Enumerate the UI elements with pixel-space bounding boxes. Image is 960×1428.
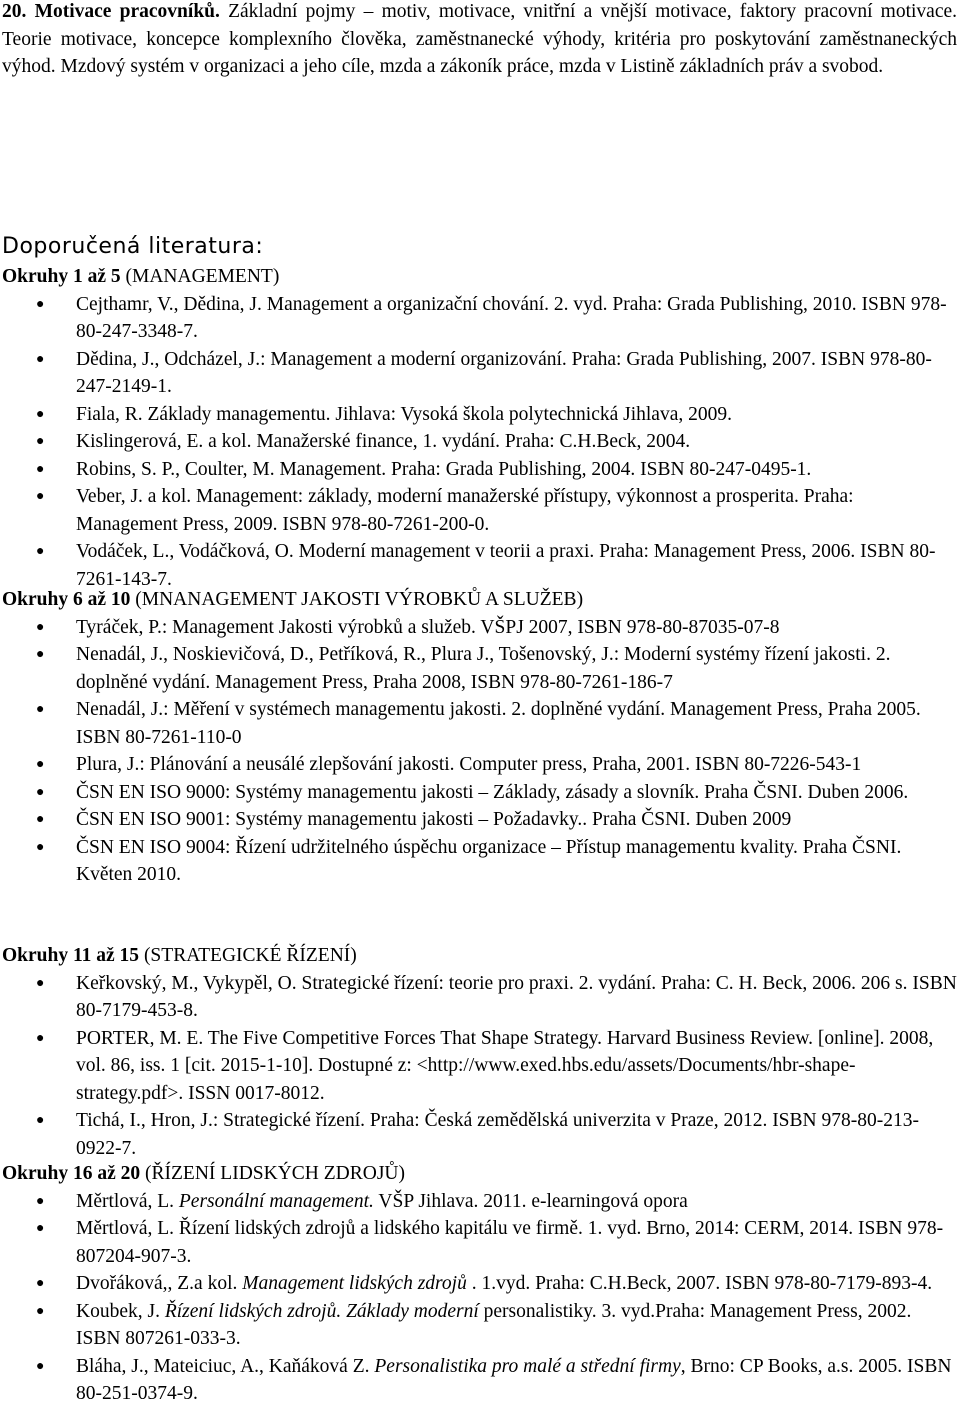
- list-item: ● Nenadál, J., Noskievičová, D., Petříková, R., Plura J., Tošenovský, J.: Moderní systémy řízení jakosti. 2. doplněné vydání. Management Press, Praha 2008, ISBN 978-80-7261-186-7: [2, 641, 957, 696]
- list-item: ● Plura, J.: Plánování a neusálé zlepšování jakosti. Computer press, Praha, 2001. ISBN 80-7226-543-1: [2, 751, 957, 779]
- list-item: ● Fiala, R. Základy managementu. Jihlava: Vysoká škola polytechnická Jihlava, 2009.: [2, 401, 957, 429]
- list-item: ● Koubek, J. Řízení lidských zdrojů. Základy moderní personalistiky. 3. vyd.Praha: Management Press, 2002. ISBN 807261-033-3.: [2, 1298, 957, 1353]
- bullet-icon: ●: [36, 1358, 45, 1374]
- literature-heading: Doporučená literatura:: [2, 234, 264, 259]
- list-item: ● ČSN EN ISO 9001: Systémy managementu jakosti – Požadavky.. Praha ČSNI. Duben 2009: [2, 806, 957, 834]
- list-item: ● ČSN EN ISO 9000: Systémy managementu jakosti – Základy, zásady a slovník. Praha ČSNI. Duben 2006.: [2, 779, 957, 807]
- group-title: Okruhy 6 až 10 (MNANAGEMENT JAKOSTI VÝROBKŮ A SLUŽEB): [2, 589, 584, 610]
- bullet-icon: ●: [36, 647, 45, 662]
- bullet-icon: ●: [36, 489, 45, 504]
- bullet-icon: ●: [36, 812, 45, 827]
- topic-title: Motivace pracovníků.: [34, 1, 220, 22]
- bullet-icon: ●: [36, 1193, 45, 1209]
- bullet-icon: ●: [36, 1276, 45, 1291]
- list-item: ● Měrtlová, L. Řízení lidských zdrojů a lidského kapitálu ve firmě. 1. vyd. Brno, 2014: CERM, 2014. ISBN 978-807204-907-3.: [2, 1215, 957, 1270]
- literature-group-strategy: [2, 942, 957, 1162]
- bullet-icon: ●: [36, 1303, 45, 1319]
- literature-group-quality: [2, 586, 957, 889]
- bullet-icon: ●: [36, 434, 45, 449]
- bullet-icon: ●: [36, 1221, 45, 1236]
- topic-paragraph: [2, 0, 957, 81]
- bullet-icon: ●: [36, 406, 45, 422]
- bullet-icon: ●: [36, 619, 45, 635]
- reference-list: [2, 291, 957, 594]
- bullet-icon: ●: [36, 702, 45, 717]
- reference-list: [2, 614, 957, 889]
- literature-group-management: [2, 263, 957, 593]
- group-title: Okruhy 11 až 15 (STRATEGICKÉ ŘÍZENÍ): [2, 945, 357, 966]
- list-item: ● Dědina, J., Odcházel, J.: Management a moderní organizování. Praha: Grada Publishing, 2007. ISBN 978-80-247-2149-1.: [2, 346, 957, 401]
- literature-group-hr: [2, 1160, 957, 1408]
- bullet-icon: ●: [36, 784, 45, 800]
- bullet-icon: ●: [36, 839, 45, 855]
- bullet-icon: ●: [36, 544, 45, 559]
- list-item: ● Vodáček, L., Vodáčková, O. Moderní management v teorii a praxi. Praha: Management Press, 2006. ISBN 80-7261-143-7.: [2, 538, 957, 593]
- list-item: ● Dvořáková,, Z.a kol. Management lidských zdrojů . 1.vyd. Praha: C.H.Beck, 2007. ISBN 978-80-7179-893-4.: [2, 1270, 957, 1298]
- reference-list: [2, 970, 957, 1163]
- group-title: Okruhy 16 až 20 (ŘÍZENÍ LIDSKÝCH ZDROJŮ): [2, 1163, 405, 1184]
- list-item: ● Nenadál, J.: Měření v systémech managementu jakosti. 2. doplněné vydání. Management Press, Praha 2005. ISBN 80-7261-110-0: [2, 696, 957, 751]
- list-item: ● Keřkovský, M., Vykypěl, O. Strategické řízení: teorie pro praxi. 2. vydání. Praha: C. H. Beck, 2006. 206 s. ISBN 80-7179-453-8.: [2, 970, 957, 1025]
- bullet-icon: ●: [36, 351, 45, 367]
- list-item: ● Tichá, I., Hron, J.: Strategické řízení. Praha: Česká zemědělská univerzita v Praze, 2012. ISBN 978-80-213-0922-7.: [2, 1107, 957, 1162]
- topic-text: Základní pojmy – motiv, motivace, vnitřní a vnější motivace, faktory pracovní motivace. Teorie motivace, koncepce komplexního člověka, zaměstnanecké výhody, kritéria pro poskytování zaměstnaneckých výhod. Mzdový systém v organizaci a jeho cíle, mzda a zákoník práce, mzda v Listině základních práv a svobod.: [2, 1, 958, 77]
- bullet-icon: ●: [36, 461, 45, 477]
- list-item: ● Tyráček, P.: Management Jakosti výrobků a služeb. VŠPJ 2007, ISBN 978-80-87035-07-8: [2, 614, 957, 642]
- list-item: ● PORTER, M. E. The Five Competitive Forces That Shape Strategy. Harvard Business Review. [online]. 2008, vol. 86, iss. 1 [cit. 2015-1-10]. Dostupné z: <http://www.exed.hbs.edu/assets/Documents/hbr-shape-strategy.pdf>. ISSN 0017-8012.: [2, 1025, 957, 1108]
- reference-list: [2, 1188, 957, 1408]
- topic-number: 20.: [2, 1, 27, 22]
- list-item: ● Bláha, J., Mateiciuc, A., Kaňáková Z. Personalistika pro malé a střední firmy, Brno: CP Books, a.s. 2005. ISBN 80-251-0374-9.: [2, 1353, 957, 1408]
- bullet-icon: ●: [36, 1030, 45, 1046]
- list-item: ● Veber, J. a kol. Management: základy, moderní manažerské přístupy, výkonnost a prosperita. Praha: Management Press, 2009. ISBN 978-80-7261-200-0.: [2, 483, 957, 538]
- list-item: ● Robins, S. P., Coulter, M. Management. Praha: Grada Publishing, 2004. ISBN 80-247-0495-1.: [2, 456, 957, 484]
- group-title: Okruhy 1 až 5 (MANAGEMENT): [2, 266, 280, 287]
- list-item: ● ČSN EN ISO 9004: Řízení udržitelného úspěchu organizace – Přístup managementu kvality. Praha ČSNI. Květen 2010.: [2, 834, 957, 889]
- list-item: ● Kislingerová, E. a kol. Manažerské finance, 1. vydání. Praha: C.H.Beck, 2004.: [2, 428, 957, 456]
- bullet-icon: ●: [36, 1113, 45, 1128]
- list-item: ● Měrtlová, L. Personální management. VŠP Jihlava. 2011. e-learningová opora: [2, 1188, 957, 1216]
- list-item: ● Cejthamr, V., Dědina, J. Management a organizační chování. 2. vyd. Praha: Grada Publishing, 2010. ISBN 978-80-247-3348-7.: [2, 291, 957, 346]
- bullet-icon: ●: [36, 296, 45, 312]
- bullet-icon: ●: [36, 975, 45, 991]
- bullet-icon: ●: [36, 757, 45, 772]
